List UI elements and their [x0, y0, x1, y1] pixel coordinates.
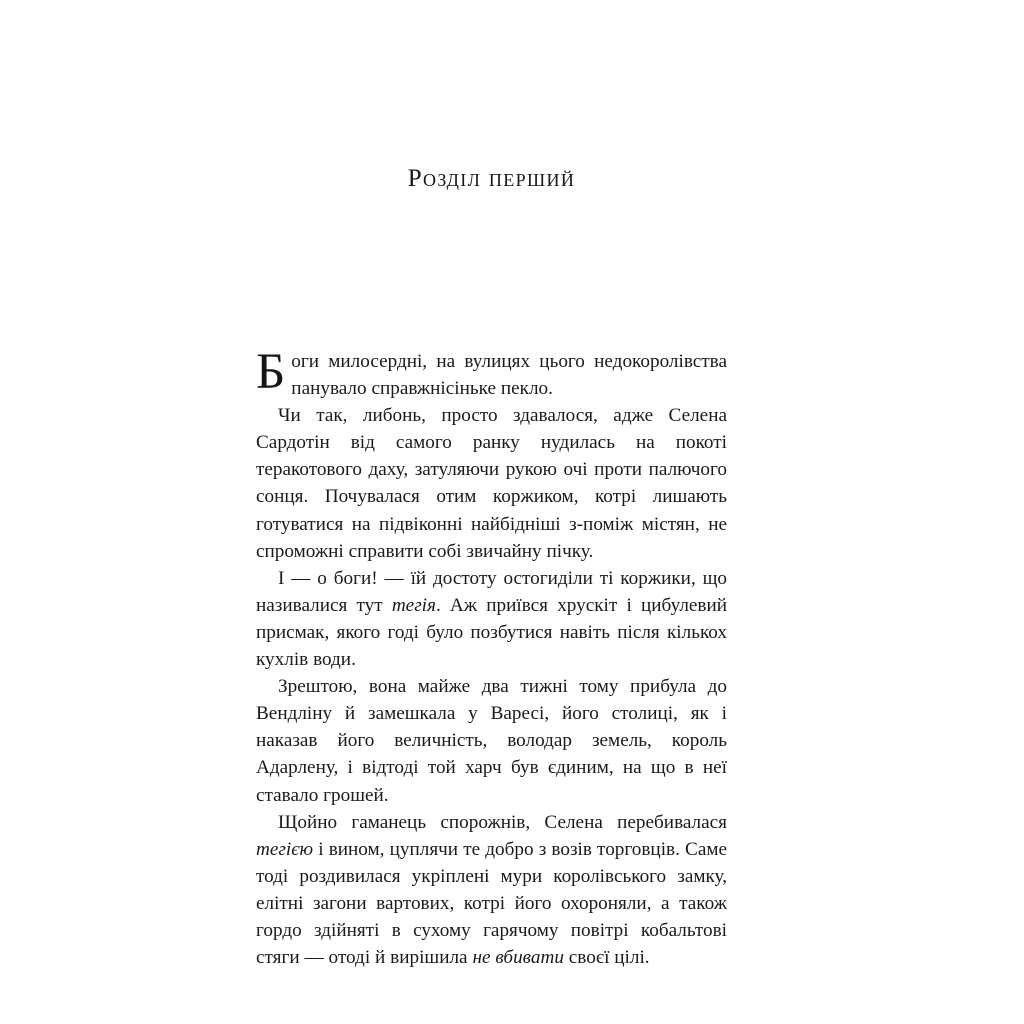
paragraph-1-text: оги милосердні, на вулицях цього недокоролівства панувало справжнісіньке пекло.: [291, 351, 727, 400]
paragraph-3: [256, 565, 727, 673]
italic-phrase-ne-vbyvaty: не вбивати: [472, 947, 564, 969]
paragraph-5-text-segment-3: своєї цілі.: [563, 947, 650, 969]
paragraph-3-text-before-italic: І — о боги! — їй достоту остогиділи ті коржики, що називалися тут: [256, 567, 727, 616]
paragraph-1: [256, 344, 727, 402]
italic-term-tehiya: тегія: [391, 594, 436, 616]
chapter-heading: Розділ перший: [407, 165, 576, 192]
paragraph-3-text-after-italic: . Аж приївся хрускіт і цибулевий присмак, якого годі було позбутися навіть після кількох кухлів води.: [256, 594, 728, 671]
body-text-column: [256, 344, 728, 971]
paragraph-5-text-segment-2: і вином, цуплячи те добро з возів торговців. Саме тоді роздивилася укріплені мури королівського замку, елітні загони вартових, котрі його охороняли, а також гордо здійняті в сухому гарячому повітрі кобальтові стяги — отоді й вирішила: [256, 838, 727, 969]
paragraph-2: [256, 402, 727, 565]
drop-cap: Б: [256, 344, 286, 400]
paragraph-5-text-segment-1: Щойно гаманець спорожнів, Селена перебивалася: [278, 811, 727, 833]
italic-term-tehiyeyu: тегією: [256, 838, 314, 860]
paragraph-4: [256, 673, 727, 808]
paragraph-2-text: Чи так, либонь, просто здавалося, адже Селена Сардотін від самого ранку нудилась на покоті теракотового даху, затуляючи рукою очі проти палючого сонця. Почувалася отим коржиком, котрі лишають готуватися на підвіконні найбідніші з-поміж містян, не спроможні справити собі звичайну пічку.: [256, 405, 727, 562]
paragraph-4-text: Зрештою, вона майже два тижні тому прибула до Вендліну й замешкала у Варесі, його столиці, як і наказав його величність, володар земель, король Адарлену, і відтоді той харч був єдиним, на що в неї ставало грошей.: [256, 676, 727, 806]
paragraph-5: [256, 809, 727, 972]
